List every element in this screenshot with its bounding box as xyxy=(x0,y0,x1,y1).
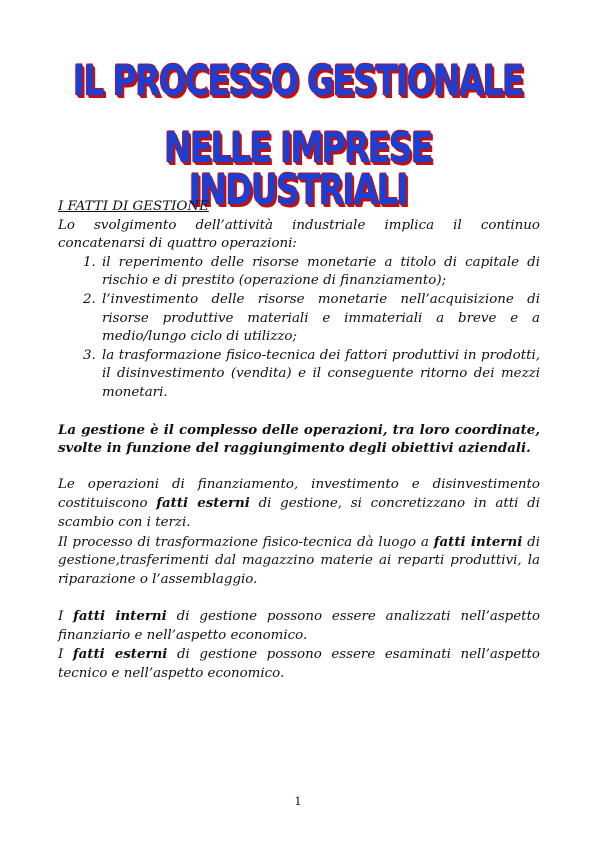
internal-facts-paragraph xyxy=(58,533,540,590)
section-heading: I FATTI DI GESTIONE xyxy=(58,199,209,214)
intro-paragraph: Lo svolgimento dell’attività industriale implica il continuo concatenarsi di quattro operazioni: xyxy=(58,217,540,252)
list-item: 3. la trasformazione fisico-tecnica dei fattori produttivi in prodotti, il disinvestimento (vendita) e il conseguente ritorno dei mezzi monetari. xyxy=(100,347,540,403)
bold-term: fatti interni xyxy=(433,533,523,550)
document-title-line-2: NELLE IMPRESE INDUSTRIALI xyxy=(164,123,432,214)
document-body xyxy=(58,198,540,684)
text-run: Le operazioni di finanziamento, investimento e disinvestimento costituiscono xyxy=(58,476,540,512)
bold-term: fatti interni xyxy=(73,608,167,625)
document-title-line-1: IL PROCESSO GESTIONALE xyxy=(73,56,523,105)
text-run: di gestione, si concretizzano in atti di scambio con i terzi. xyxy=(58,496,540,530)
list-item: 1. il reperimento delle risorse monetarie a titolo di capitale di rischio e di prestito (operazione di finanziamento); xyxy=(100,254,540,291)
external-aspects-paragraph xyxy=(58,645,540,683)
text-run: I xyxy=(58,609,74,625)
text-run: di gestione possono essere analizzati nell’aspetto finanziario e nell’aspetto economico. xyxy=(58,609,541,643)
operations-list xyxy=(58,254,540,403)
text-run: di gestione possono essere esaminati nell’aspetto tecnico e nell’aspetto economico. xyxy=(58,647,540,682)
bold-term: fatti esterni xyxy=(156,495,250,512)
text-run: di gestione,trasferimenti dal magazzino materie ai reparti produttivi, la riparazione o l’assemblaggio. xyxy=(58,534,540,587)
page-number: 1 xyxy=(294,795,302,808)
list-item: 2. l’investimento delle risorse monetarie nell’acquisizione di risorse produttive materiali e immateriali a breve e a medio/lungo ciclo di utilizzo; xyxy=(100,291,540,347)
internal-aspects-paragraph xyxy=(58,607,540,645)
definition-paragraph: La gestione è il complesso delle operazioni, tra loro coordinate, svolte in funzione del raggiungimento degli obiettivi aziendali. xyxy=(58,421,540,457)
text-run: Il processo di trasformazione fisico-tecnica dà luogo a xyxy=(58,534,434,550)
external-facts-paragraph xyxy=(58,476,540,533)
bold-term: fatti esterni xyxy=(72,646,168,663)
text-run: I xyxy=(58,647,73,663)
